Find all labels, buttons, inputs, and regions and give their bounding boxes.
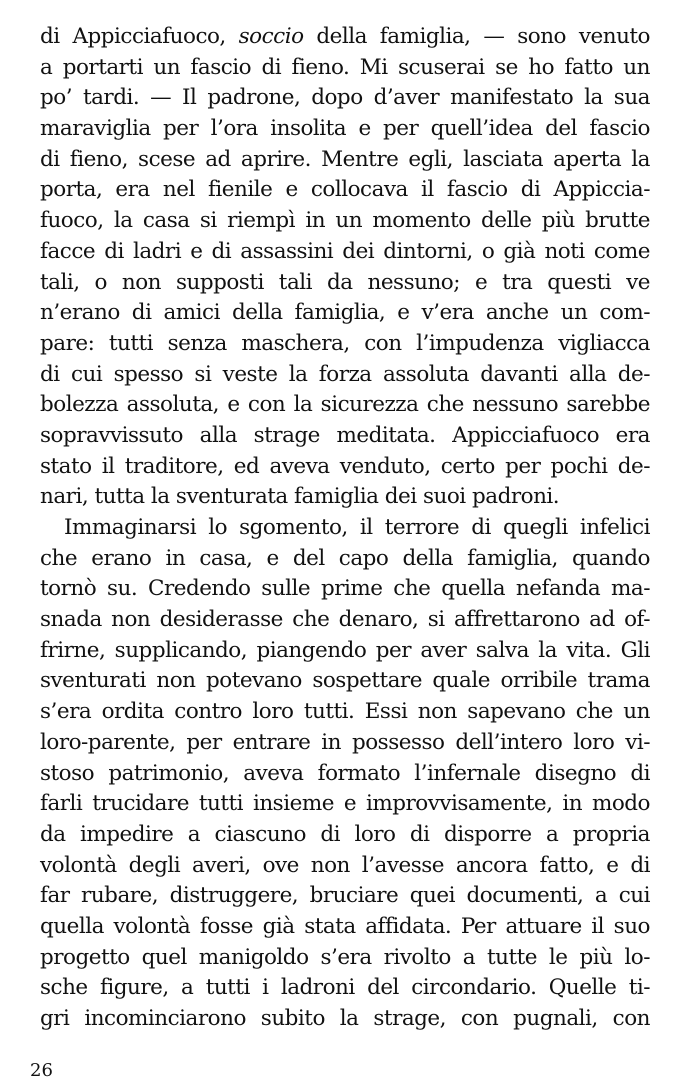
- text-run: volontà degli averi, ove non l’avesse ancora fatto, e di: [40, 852, 650, 878]
- text-run: bolezza assoluta, e con la sicurezza che nessuno sarebbe: [40, 392, 650, 418]
- page-number: 26: [30, 1060, 53, 1081]
- text-run: far rubare, distruggere, bruciare quei documenti, a cui: [40, 883, 650, 909]
- text-line: [40, 206, 650, 237]
- text-run: da impedire a ciascuno di loro di disporre a propria: [40, 821, 650, 847]
- text-line: [40, 145, 650, 176]
- text-line: [40, 820, 650, 851]
- text-run: tali, o non supposti tali da nessuno; e tra questi ve: [40, 269, 650, 295]
- text-run: pare: tutti senza maschera, con l’impudenza vigliacca: [40, 330, 650, 356]
- text-run: porta, era nel fienile e collocava il fascio di Appiccia-: [40, 177, 650, 203]
- text-line: [40, 912, 650, 943]
- text-run: sche figure, a tutti i ladroni del circondario. Quelle ti-: [40, 975, 650, 1001]
- text-run: della famiglia, — sono venuto: [303, 24, 650, 49]
- text-run: di cui spesso si veste la forza assoluta davanti alla de-: [40, 361, 650, 387]
- text-run: maraviglia per l’ora insolita e per quell’idea del fascio: [40, 116, 650, 142]
- text-line: [40, 452, 650, 483]
- text-run: frirne, supplicando, piangendo per aver salva la vita. Gli: [40, 637, 650, 663]
- text-run: n’erano di amici della famiglia, e v’era anche un com-: [40, 300, 650, 326]
- text-run: s’era ordita contro loro tutti. Essi non sapevano che un: [40, 699, 650, 725]
- text-line: [40, 636, 650, 667]
- text-run: stoso patrimonio, aveva formato l’infernale disegno di: [40, 760, 650, 786]
- text-line: [40, 789, 650, 820]
- text-line: [40, 237, 650, 268]
- text-line: [40, 268, 650, 299]
- text-run: farli trucidare tutti insieme e improvvisamente, in modo: [40, 791, 650, 817]
- text-line: [40, 513, 650, 544]
- text-line: [40, 329, 650, 360]
- text-run: tornò su. Credendo sulle prime che quella nefanda ma-: [40, 576, 650, 602]
- text-run: gri incominciarono subito la strage, con pugnali, con: [40, 1006, 650, 1031]
- text-run: sventurati non potevano sospettare quale orribile trama: [40, 668, 650, 694]
- text-run: snada non desiderasse che denaro, si affrettarono ad of-: [40, 607, 650, 633]
- text-line: [40, 22, 650, 53]
- text-line: [40, 697, 650, 728]
- text-line: [40, 973, 650, 1004]
- text-run: po’ tardi. — Il padrone, dopo d’aver manifestato la sua: [40, 85, 650, 111]
- text-run: a portarti un fascio di fieno. Mi scuserai se ho fatto un: [40, 54, 650, 80]
- paragraph-1: [40, 22, 650, 513]
- text-line: [40, 728, 650, 759]
- text-run: di Appicciafuoco,: [40, 24, 239, 49]
- text-line: [40, 360, 650, 391]
- text-run: che erano in casa, e del capo della famiglia, quando: [40, 545, 650, 571]
- text-run: sopravvissuto alla strage meditata. Appicciafuoco era: [40, 422, 650, 448]
- text-run: loro-parente, per entrare in possesso dell’intero loro vi-: [40, 729, 650, 755]
- text-line: [40, 482, 650, 513]
- italic-text: soccio: [238, 24, 304, 49]
- text-line: [40, 1004, 650, 1035]
- text-line: [40, 298, 650, 329]
- text-line: [40, 544, 650, 575]
- text-line: [40, 759, 650, 790]
- text-run: di fieno, scese ad aprire. Mentre egli, lasciata aperta la: [40, 146, 650, 172]
- text-line: [40, 421, 650, 452]
- text-line: [40, 390, 650, 421]
- text-run: stato il traditore, ed aveva venduto, certo per pochi de-: [40, 453, 650, 479]
- text-line: [40, 666, 650, 697]
- text-line: [40, 574, 650, 605]
- text-line: [40, 175, 650, 206]
- text-run: Immaginarsi lo sgomento, il terrore di quegli infelici: [64, 515, 650, 540]
- text-run: nari, tutta la sventurata famiglia dei suoi padroni.: [40, 484, 560, 510]
- text-run: facce di ladri e di assassini dei dintorni, o già noti come: [40, 238, 650, 264]
- text-line: [40, 53, 650, 84]
- text-run: fuoco, la casa si riempì in un momento delle più brutte: [40, 208, 650, 234]
- text-line: [40, 114, 650, 145]
- text-run: quella volontà fosse già stata affidata. Per attuare il suo: [40, 913, 650, 939]
- text-line: [40, 881, 650, 912]
- text-line: [40, 943, 650, 974]
- text-line: [40, 851, 650, 882]
- paragraph-2: [40, 513, 650, 1035]
- text-line: [40, 605, 650, 636]
- text-line: [40, 83, 650, 114]
- page-body: [40, 22, 650, 1035]
- text-run: progetto quel manigoldo s’era rivolto a tutte le più lo-: [40, 944, 650, 970]
